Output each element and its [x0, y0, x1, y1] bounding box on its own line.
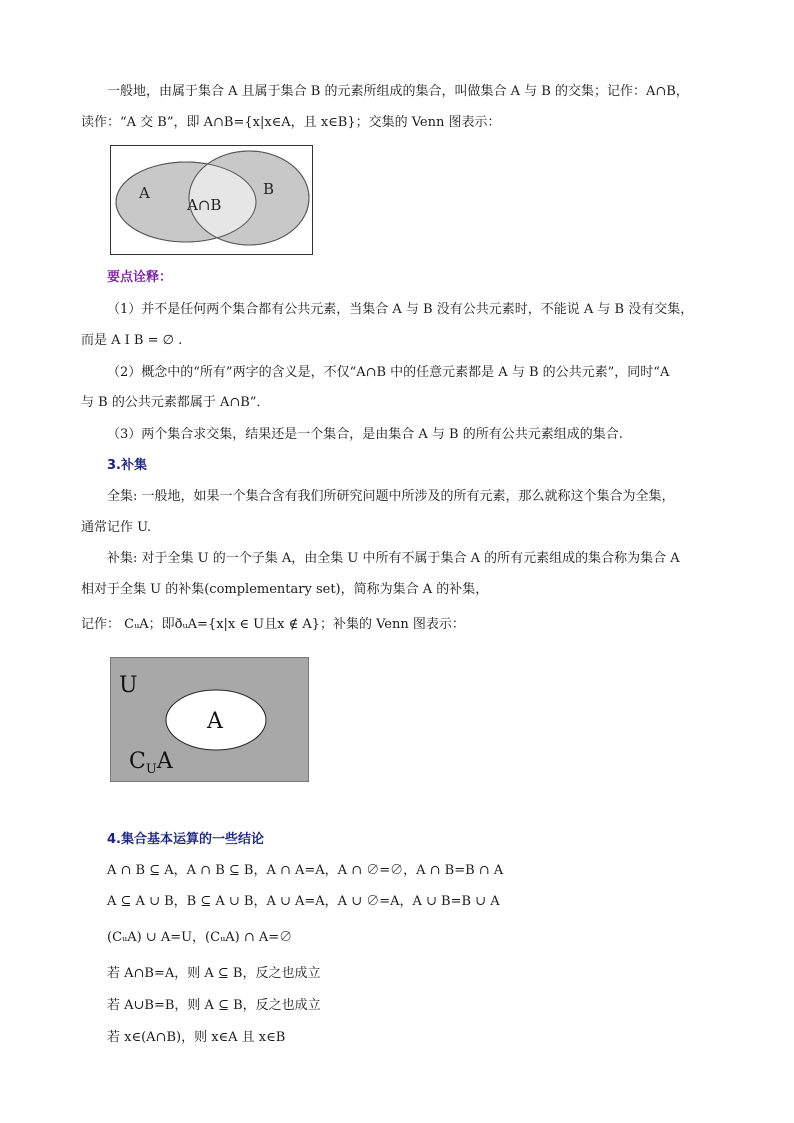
- intersection-label: A∩B: [187, 196, 222, 214]
- conclusion-row-3: (CᵤA) ∪ A=U，(CᵤA) ∩ A=∅: [107, 930, 293, 945]
- venn-complement-diagram: [110, 657, 309, 782]
- set-a-label: A: [207, 709, 223, 734]
- venn-intersection-diagram: [110, 145, 313, 255]
- set-a-label: A: [139, 184, 150, 202]
- intersection-def-line1: 一般地，由属于集合 A 且属于集合 B 的元素所组成的集合，叫做集合 A 与 B 的交集；记作：A∩B，: [107, 84, 689, 99]
- intersection-def-line2: 读作：“A 交 B”，即 A∩B={x|x∈A，且 x∈B}；交集的 Venn 图表示：: [81, 115, 501, 130]
- set-b-label: B: [263, 180, 275, 198]
- conclusions-title: 4.集合基本运算的一些结论: [107, 832, 264, 847]
- conclusion-row-4: 若 A∩B=A，则 A ⊆ B，反之也成立: [107, 966, 321, 981]
- complement-def-line2: 相对于全集 U 的补集(complementary set)，简称为集合 A 的补集，: [81, 582, 489, 597]
- conclusion-row-1: A ∩ B ⊆ A，A ∩ B ⊆ B，A ∩ A=A，A ∩ ∅=∅，A ∩ B=B ∩ A: [107, 863, 504, 878]
- universal-label: U: [119, 673, 138, 698]
- complement-def-line1: 补集: 对于全集 U 的一个子集 A，由全集 U 中所有不属于集合 A 的所有元素组成的集合称为集合 A: [107, 551, 680, 566]
- key-point-2-line2: 与 B 的公共元素都属于 A∩B”．: [81, 395, 270, 410]
- complement-title: 3.补集: [107, 458, 147, 473]
- key-point-1-line2: 而是 A I B = ∅ .: [81, 333, 183, 348]
- venn-complement-svg: [111, 658, 308, 781]
- conclusion-row-2: A ⊆ A ∪ B，B ⊆ A ∪ B，A ∪ A=A，A ∪ ∅=A，A ∪ B=B ∪ A: [107, 894, 500, 909]
- key-point-2-line1: （2）概念中的“所有”两字的含义是，不仅“A∩B 中的任意元素都是 A 与 B 的公共元素”，同时“A: [107, 365, 670, 380]
- conclusion-row-5: 若 A∪B=B，则 A ⊆ B，反之也成立: [107, 998, 321, 1013]
- conclusion-row-6: 若 x∈(A∩B)，则 x∈A 且 x∈B: [107, 1030, 286, 1045]
- venn-intersection-svg: [111, 146, 312, 254]
- universal-set-line2: 通常记作 U.: [81, 520, 152, 535]
- universal-set-line1: 全集: 一般地，如果一个集合含有我们所研究问题中所涉及的所有元素，那么就称这个集合为全集，: [107, 489, 675, 504]
- complement-notation: 记作： CᵤA；即ðᵤA={x|x ∈ U且x ∉ A}；补集的 Venn 图表示：: [81, 617, 465, 632]
- key-points-title: 要点诠释：: [107, 270, 173, 285]
- complement-label: $C_UA$: [129, 749, 173, 777]
- key-point-3: （3）两个集合求交集，结果还是一个集合，是由集合 A 与 B 的所有公共元素组成的集合.: [107, 427, 623, 442]
- key-point-1-line1: （1）并不是任何两个集合都有公共元素，当集合 A 与 B 没有公共元素时，不能说 A 与 B 没有交集，: [107, 302, 694, 317]
